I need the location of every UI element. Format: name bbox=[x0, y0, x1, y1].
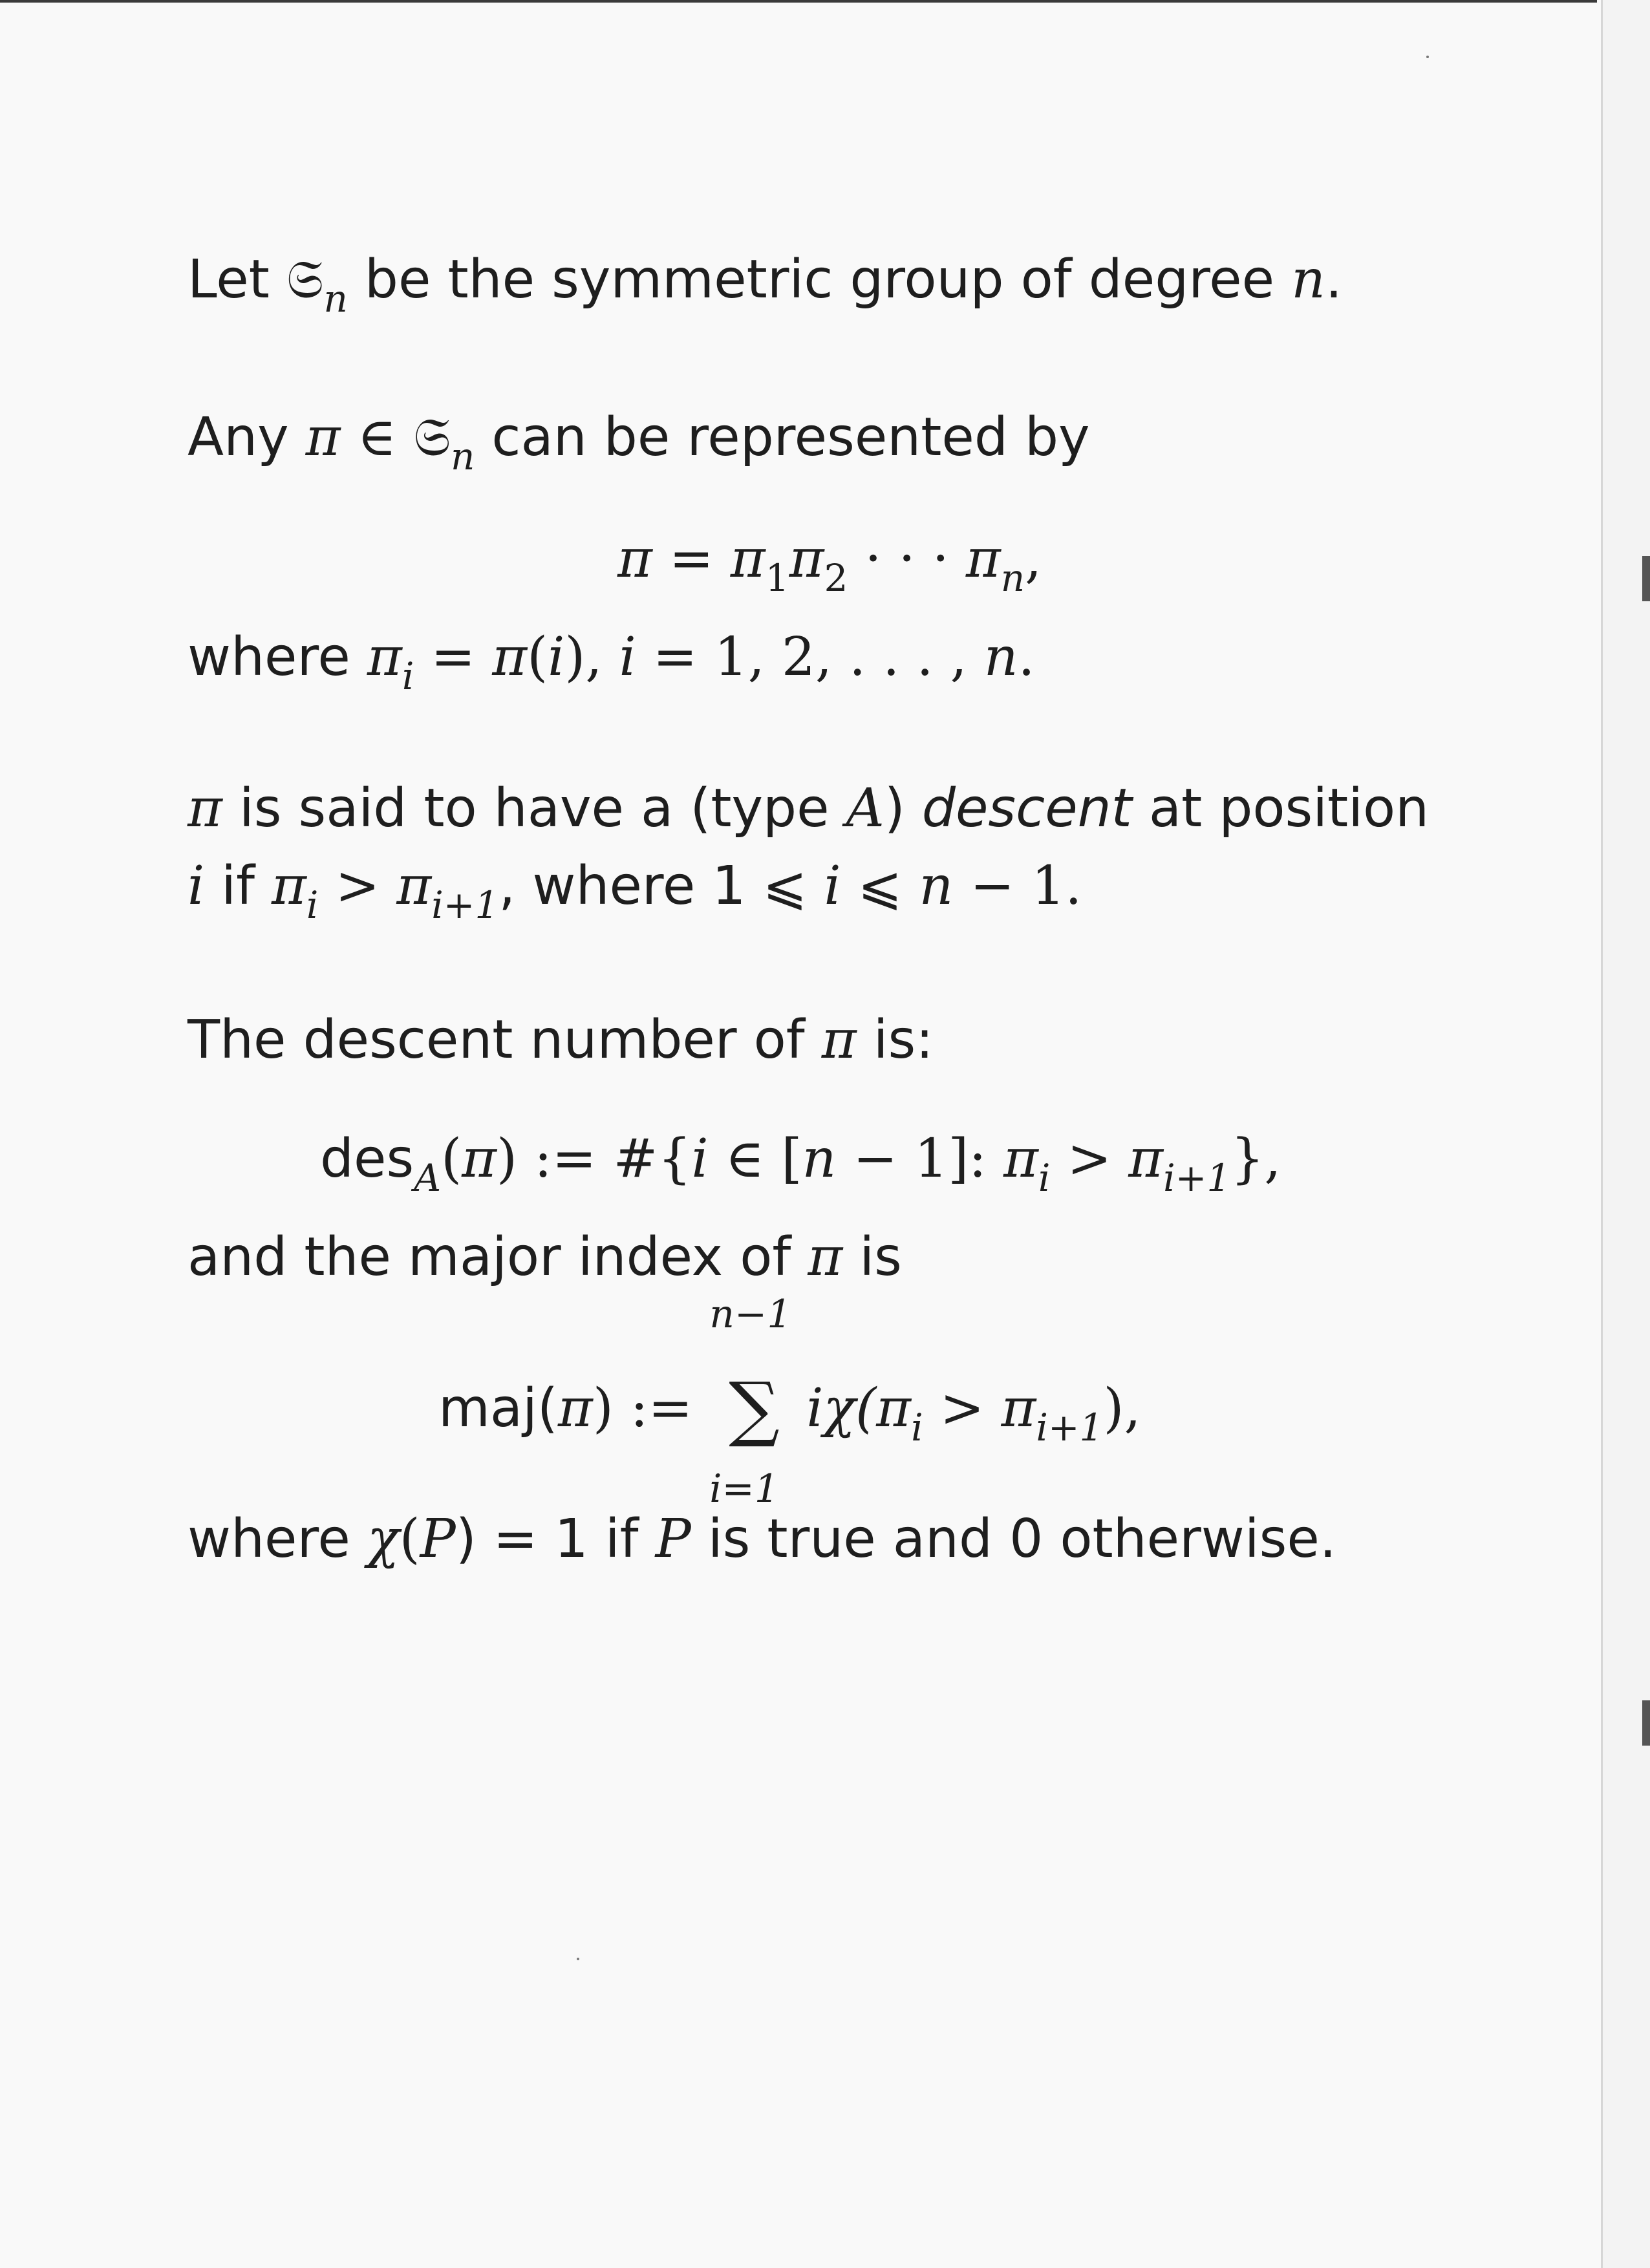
sum-lower-limit: i=1 bbox=[709, 1466, 779, 1512]
math-var: π bbox=[462, 1128, 497, 1190]
paragraph-descent-def bbox=[188, 778, 1430, 839]
edge-mark bbox=[1642, 1700, 1650, 1746]
math-op: ∈ [ bbox=[708, 1128, 802, 1190]
math-op: ), bbox=[1103, 1378, 1141, 1439]
math-var: π bbox=[272, 855, 306, 917]
text: is true and 0 otherwise. bbox=[691, 1508, 1336, 1570]
math-var: π bbox=[367, 626, 402, 688]
math-op: · · · bbox=[848, 528, 966, 590]
math-var: π bbox=[789, 528, 824, 590]
equation-permutation-word bbox=[617, 528, 1042, 600]
math-var: A bbox=[846, 778, 884, 839]
text: ) bbox=[884, 778, 922, 839]
math-var: π bbox=[1003, 1128, 1038, 1190]
math-var: π bbox=[305, 407, 341, 468]
math-op: }, bbox=[1230, 1128, 1281, 1190]
math-var: i bbox=[548, 626, 565, 688]
math-op: ∈ bbox=[340, 407, 414, 468]
math-op: − 1. bbox=[953, 855, 1082, 917]
text: be the symmetric group of degree bbox=[347, 249, 1292, 310]
math-var: π bbox=[617, 528, 652, 590]
paragraph-major-index bbox=[188, 1226, 902, 1288]
subscript: A bbox=[414, 1156, 442, 1200]
math-var: π bbox=[557, 1378, 593, 1439]
math-op: ( bbox=[399, 1508, 420, 1570]
math-op: , bbox=[1025, 528, 1042, 590]
math-op: − 1]: bbox=[836, 1128, 1003, 1190]
math-op: ( bbox=[441, 1128, 462, 1190]
text: and the major index of bbox=[188, 1226, 808, 1288]
summation bbox=[709, 1291, 806, 1512]
math-var: π bbox=[965, 528, 1001, 590]
math-var: π bbox=[492, 626, 528, 688]
subscript: n bbox=[451, 434, 475, 478]
scan-speck bbox=[1426, 56, 1429, 58]
text: if bbox=[204, 855, 272, 917]
math-op: ), bbox=[564, 626, 619, 688]
subscript: 1 bbox=[765, 556, 789, 600]
math-op: = 1, 2, . . . , bbox=[636, 626, 984, 688]
math-var: n bbox=[983, 626, 1018, 688]
text: at position bbox=[1131, 778, 1430, 839]
text: where bbox=[188, 1508, 367, 1570]
symbol: 𝔖 bbox=[413, 407, 451, 468]
text: , where 1 ⩽ bbox=[498, 855, 824, 917]
subscript: n bbox=[323, 277, 348, 321]
subscript: i bbox=[1038, 1156, 1051, 1200]
subscript: i bbox=[306, 883, 319, 927]
math-var: χ bbox=[367, 1508, 400, 1570]
math-var: i bbox=[619, 626, 636, 688]
math-var: i bbox=[691, 1128, 709, 1190]
math-op: > bbox=[1050, 1128, 1129, 1190]
subscript: i+1 bbox=[431, 883, 499, 927]
paragraph-intro bbox=[188, 249, 1343, 321]
math-var: n bbox=[919, 855, 954, 917]
subscript: i bbox=[911, 1406, 923, 1450]
math-expr: iχ(π bbox=[806, 1378, 912, 1439]
math-expr: > π bbox=[923, 1378, 1036, 1439]
math-op: > bbox=[318, 855, 397, 917]
subscript: i bbox=[402, 654, 414, 698]
scan-speck bbox=[577, 1958, 579, 1960]
text: is: bbox=[856, 1009, 934, 1071]
edge-mark bbox=[1642, 556, 1650, 601]
text: The descent number of bbox=[188, 1009, 822, 1071]
symbol: 𝔖 bbox=[286, 249, 324, 310]
math-var: π bbox=[188, 778, 222, 839]
sum-upper-limit: n−1 bbox=[709, 1291, 792, 1337]
text: des bbox=[320, 1128, 414, 1190]
math-op: = bbox=[414, 626, 493, 688]
math-var: π bbox=[821, 1009, 857, 1071]
math-var: P bbox=[655, 1508, 691, 1570]
paragraph-indicator bbox=[188, 1508, 1336, 1570]
paragraph-representation bbox=[188, 407, 1090, 478]
text: maj( bbox=[438, 1378, 558, 1439]
subscript: i+1 bbox=[1163, 1156, 1231, 1200]
math-op: . bbox=[1018, 626, 1035, 688]
scan-top-edge bbox=[0, 0, 1597, 3]
math-var: P bbox=[420, 1508, 456, 1570]
math-var: π bbox=[1128, 1128, 1164, 1190]
math-var: π bbox=[730, 528, 766, 590]
math-var: i bbox=[188, 855, 205, 917]
paragraph-descent-number bbox=[188, 1009, 934, 1071]
math-var: n bbox=[1291, 249, 1325, 310]
subscript: n bbox=[1000, 556, 1025, 600]
math-op: ) := #{ bbox=[497, 1128, 692, 1190]
text: Any bbox=[188, 407, 306, 468]
text: . bbox=[1325, 249, 1343, 310]
text: Let bbox=[188, 249, 286, 310]
scan-right-edge bbox=[1601, 0, 1650, 2268]
emphasis: descent bbox=[921, 778, 1132, 839]
math-op: = bbox=[652, 528, 731, 590]
text: ) = 1 if bbox=[455, 1508, 656, 1570]
math-var: i bbox=[824, 855, 841, 917]
text: can be represented by bbox=[475, 407, 1090, 468]
math-op: ( bbox=[527, 626, 548, 688]
text: is said to have a (type bbox=[222, 778, 846, 839]
text: is bbox=[842, 1226, 902, 1288]
subscript: 2 bbox=[824, 556, 848, 600]
paragraph-where-pi-i bbox=[188, 626, 1035, 698]
math-op: ) := bbox=[592, 1378, 710, 1439]
equation-des bbox=[320, 1128, 1281, 1200]
math-op: ⩽ bbox=[841, 855, 919, 917]
math-var: n bbox=[802, 1128, 837, 1190]
equation-maj bbox=[438, 1291, 1141, 1512]
math-var: π bbox=[396, 855, 432, 917]
subscript: i+1 bbox=[1036, 1406, 1104, 1450]
math-var: π bbox=[808, 1226, 843, 1288]
text: where bbox=[188, 626, 367, 688]
sum-symbol: ∑ bbox=[729, 1366, 780, 1450]
paragraph-descent-condition bbox=[188, 855, 1082, 927]
